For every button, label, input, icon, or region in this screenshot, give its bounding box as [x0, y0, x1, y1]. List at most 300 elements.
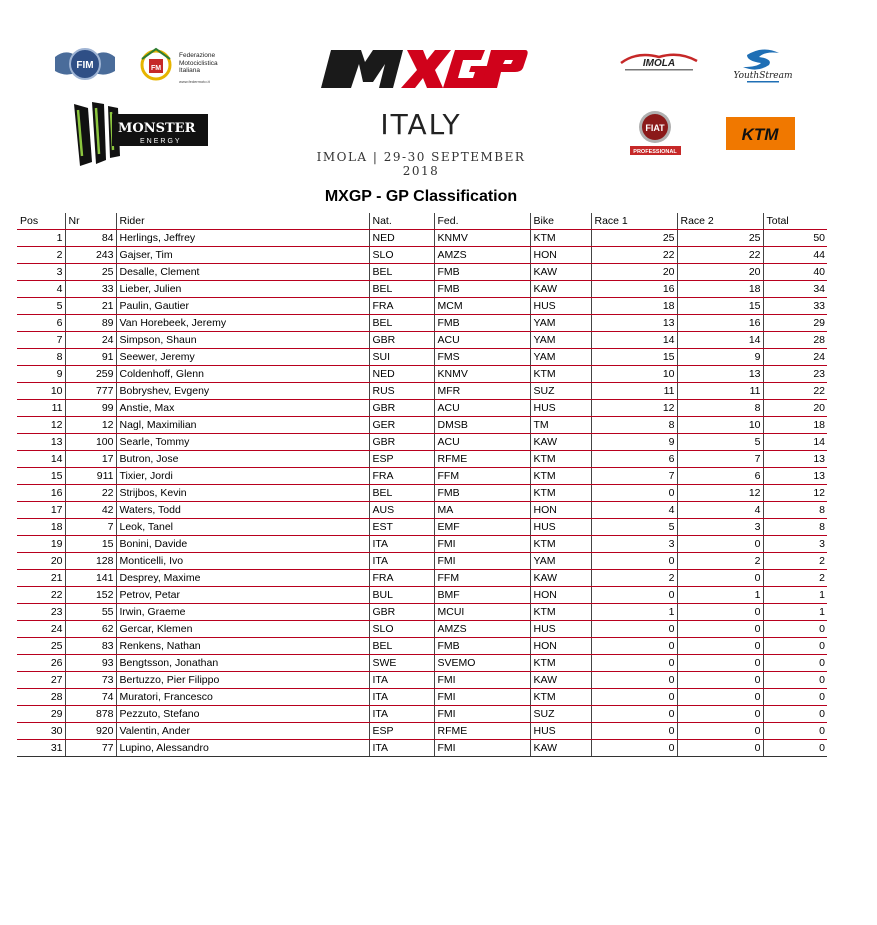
cell-race1: 0 [591, 553, 677, 570]
svg-text:IMOLA: IMOLA [642, 58, 676, 69]
cell-bike: KTM [530, 366, 591, 383]
cell-bike: SUZ [530, 383, 591, 400]
cell-total: 18 [763, 417, 827, 434]
svg-text:FIM: FIM [76, 60, 94, 71]
fim-logo [51, 47, 119, 81]
cell-total: 14 [763, 434, 827, 451]
cell-fed: FMI [434, 672, 530, 689]
cell-bike: KTM [530, 468, 591, 485]
cell-nat: RUS [369, 383, 434, 400]
cell-nat: EST [369, 519, 434, 536]
svg-text:KTM: KTM [741, 125, 779, 144]
header-row [17, 213, 827, 230]
cell-nr: 93 [65, 655, 116, 672]
cell-total: 0 [763, 638, 827, 655]
cell-rider: Bobryshev, Evgeny [116, 383, 369, 400]
cell-race2: 16 [677, 315, 763, 332]
cell-race2: 6 [677, 468, 763, 485]
cell-race1: 0 [591, 740, 677, 757]
cell-bike: HUS [530, 621, 591, 638]
table-row [17, 417, 827, 434]
cell-race2: 18 [677, 281, 763, 298]
cell-total: 12 [763, 485, 827, 502]
cell-bike: HON [530, 587, 591, 604]
cell-fed: MCM [434, 298, 530, 315]
cell-bike: HUS [530, 298, 591, 315]
cell-bike: KAW [530, 672, 591, 689]
cell-total: 0 [763, 740, 827, 757]
cell-race1: 2 [591, 570, 677, 587]
cell-race1: 16 [591, 281, 677, 298]
cell-bike: KTM [530, 655, 591, 672]
cell-nat: ITA [369, 740, 434, 757]
cell-fed: FMB [434, 315, 530, 332]
table-row [17, 298, 827, 315]
table-row [17, 740, 827, 757]
cell-nr: 141 [65, 570, 116, 587]
cell-fed: FMI [434, 536, 530, 553]
cell-race1: 20 [591, 264, 677, 281]
cell-bike: KTM [530, 485, 591, 502]
table-row [17, 451, 827, 468]
cell-race1: 1 [591, 604, 677, 621]
cell-race2: 20 [677, 264, 763, 281]
cell-race2: 14 [677, 332, 763, 349]
fmi-url: www.federmoto.it [179, 79, 210, 84]
cell-pos: 26 [17, 655, 65, 672]
cell-nr: 17 [65, 451, 116, 468]
table-row [17, 247, 827, 264]
cell-pos: 2 [17, 247, 65, 264]
cell-nat: BEL [369, 281, 434, 298]
cell-race1: 8 [591, 417, 677, 434]
cell-pos: 10 [17, 383, 65, 400]
cell-nat: NED [369, 366, 434, 383]
cell-pos: 1 [17, 230, 65, 247]
cell-nr: 243 [65, 247, 116, 264]
cell-rider: Anstie, Max [116, 400, 369, 417]
cell-pos: 15 [17, 468, 65, 485]
cell-nr: 12 [65, 417, 116, 434]
cell-pos: 21 [17, 570, 65, 587]
cell-nat: BEL [369, 315, 434, 332]
cell-fed: FMB [434, 264, 530, 281]
cell-total: 0 [763, 706, 827, 723]
cell-nr: 73 [65, 672, 116, 689]
cell-nr: 152 [65, 587, 116, 604]
cell-fed: FMB [434, 485, 530, 502]
cell-race2: 0 [677, 638, 763, 655]
cell-nat: FRA [369, 298, 434, 315]
table-row [17, 536, 827, 553]
cell-race1: 0 [591, 689, 677, 706]
col-rider: Rider [116, 213, 369, 230]
cell-race1: 0 [591, 655, 677, 672]
cell-race2: 5 [677, 434, 763, 451]
cell-pos: 7 [17, 332, 65, 349]
cell-rider: Gercar, Klemen [116, 621, 369, 638]
cell-pos: 31 [17, 740, 65, 757]
table-row [17, 502, 827, 519]
cell-race2: 0 [677, 740, 763, 757]
cell-race1: 13 [591, 315, 677, 332]
cell-nat: ESP [369, 723, 434, 740]
cell-race2: 7 [677, 451, 763, 468]
table-row [17, 553, 827, 570]
monster-energy-logo [66, 98, 211, 170]
cell-race2: 13 [677, 366, 763, 383]
cell-race1: 0 [591, 485, 677, 502]
cell-bike: HUS [530, 723, 591, 740]
cell-pos: 4 [17, 281, 65, 298]
cell-pos: 28 [17, 689, 65, 706]
cell-race2: 0 [677, 570, 763, 587]
cell-race2: 0 [677, 621, 763, 638]
cell-race1: 0 [591, 723, 677, 740]
cell-bike: KAW [530, 281, 591, 298]
cell-fed: SVEMO [434, 655, 530, 672]
cell-pos: 11 [17, 400, 65, 417]
cell-race2: 1 [677, 587, 763, 604]
table-row [17, 621, 827, 638]
cell-race1: 14 [591, 332, 677, 349]
cell-nr: 24 [65, 332, 116, 349]
cell-nat: FRA [369, 570, 434, 587]
cell-pos: 22 [17, 587, 65, 604]
cell-bike: YAM [530, 553, 591, 570]
cell-race1: 4 [591, 502, 677, 519]
cell-total: 0 [763, 655, 827, 672]
cell-rider: Tixier, Jordi [116, 468, 369, 485]
table-row [17, 383, 827, 400]
cell-fed: MFR [434, 383, 530, 400]
cell-total: 28 [763, 332, 827, 349]
cell-fed: ACU [434, 332, 530, 349]
classification-table [17, 213, 827, 757]
cell-pos: 27 [17, 672, 65, 689]
cell-total: 33 [763, 298, 827, 315]
table-row [17, 672, 827, 689]
fmi-name: Federazione Motociclistica Italiana [179, 52, 218, 74]
cell-nat: BEL [369, 485, 434, 502]
cell-nat: GBR [369, 434, 434, 451]
cell-nr: 128 [65, 553, 116, 570]
table-row [17, 638, 827, 655]
cell-nr: 33 [65, 281, 116, 298]
classification-rows [17, 230, 827, 757]
table-row [17, 655, 827, 672]
cell-race2: 0 [677, 689, 763, 706]
cell-rider: Waters, Todd [116, 502, 369, 519]
cell-pos: 29 [17, 706, 65, 723]
table-row [17, 570, 827, 587]
cell-nr: 100 [65, 434, 116, 451]
cell-total: 1 [763, 587, 827, 604]
cell-pos: 12 [17, 417, 65, 434]
cell-rider: Bonini, Davide [116, 536, 369, 553]
cell-bike: KTM [530, 536, 591, 553]
cell-nr: 22 [65, 485, 116, 502]
cell-pos: 14 [17, 451, 65, 468]
svg-text:FIAT: FIAT [645, 123, 665, 133]
document-title: MXGP - GP Classification [324, 188, 518, 205]
cell-rider: Pezzuto, Stefano [116, 706, 369, 723]
cell-total: 2 [763, 553, 827, 570]
cell-nat: SUI [369, 349, 434, 366]
fmi-logo [136, 45, 231, 89]
cell-race2: 15 [677, 298, 763, 315]
cell-fed: ACU [434, 434, 530, 451]
cell-nr: 83 [65, 638, 116, 655]
cell-nat: ITA [369, 706, 434, 723]
cell-total: 23 [763, 366, 827, 383]
cell-fed: FMI [434, 689, 530, 706]
cell-nr: 878 [65, 706, 116, 723]
cell-nr: 55 [65, 604, 116, 621]
cell-race2: 0 [677, 536, 763, 553]
cell-total: 0 [763, 689, 827, 706]
cell-bike: KAW [530, 570, 591, 587]
cell-race1: 10 [591, 366, 677, 383]
cell-nat: NED [369, 230, 434, 247]
cell-fed: RFME [434, 451, 530, 468]
cell-race2: 2 [677, 553, 763, 570]
cell-pos: 3 [17, 264, 65, 281]
cell-nr: 99 [65, 400, 116, 417]
cell-rider: Bengtsson, Jonathan [116, 655, 369, 672]
cell-race1: 5 [591, 519, 677, 536]
cell-nat: SLO [369, 247, 434, 264]
cell-total: 2 [763, 570, 827, 587]
cell-race1: 0 [591, 672, 677, 689]
cell-race1: 7 [591, 468, 677, 485]
cell-race2: 4 [677, 502, 763, 519]
cell-bike: KTM [530, 604, 591, 621]
cell-fed: FMS [434, 349, 530, 366]
cell-fed: MA [434, 502, 530, 519]
table-row [17, 706, 827, 723]
col-fed: Fed. [434, 213, 530, 230]
svg-text:ENERGY: ENERGY [140, 138, 182, 145]
cell-pos: 25 [17, 638, 65, 655]
cell-rider: Nagl, Maximilian [116, 417, 369, 434]
cell-total: 1 [763, 604, 827, 621]
cell-fed: ACU [434, 400, 530, 417]
mxgp-logo [313, 42, 529, 92]
col-nat: Nat. [369, 213, 434, 230]
cell-nr: 777 [65, 383, 116, 400]
cell-fed: DMSB [434, 417, 530, 434]
cell-pos: 30 [17, 723, 65, 740]
cell-race2: 3 [677, 519, 763, 536]
cell-total: 8 [763, 519, 827, 536]
fiat-professional-logo [628, 108, 683, 158]
cell-nat: GER [369, 417, 434, 434]
event-title: ITALY [380, 108, 462, 141]
svg-text:PROFESSIONAL: PROFESSIONAL [633, 149, 677, 155]
cell-rider: Butron, Jose [116, 451, 369, 468]
cell-pos: 16 [17, 485, 65, 502]
cell-rider: Simpson, Shaun [116, 332, 369, 349]
cell-nat: ITA [369, 672, 434, 689]
cell-nr: 42 [65, 502, 116, 519]
event-subtitle: IMOLA | 29-30 SEPTEMBER 2018 [316, 150, 526, 178]
cell-total: 3 [763, 536, 827, 553]
cell-pos: 5 [17, 298, 65, 315]
cell-rider: Lieber, Julien [116, 281, 369, 298]
cell-total: 50 [763, 230, 827, 247]
col-nr: Nr [65, 213, 116, 230]
cell-total: 0 [763, 723, 827, 740]
cell-total: 0 [763, 621, 827, 638]
cell-bike: KAW [530, 740, 591, 757]
cell-race1: 9 [591, 434, 677, 451]
cell-race1: 25 [591, 230, 677, 247]
cell-pos: 24 [17, 621, 65, 638]
col-total: Total [763, 213, 827, 230]
cell-race1: 0 [591, 706, 677, 723]
cell-bike: YAM [530, 315, 591, 332]
cell-bike: KAW [530, 434, 591, 451]
cell-pos: 13 [17, 434, 65, 451]
cell-nr: 89 [65, 315, 116, 332]
cell-fed: FMI [434, 740, 530, 757]
cell-race2: 0 [677, 706, 763, 723]
cell-nr: 911 [65, 468, 116, 485]
cell-nat: ITA [369, 553, 434, 570]
cell-fed: EMF [434, 519, 530, 536]
cell-bike: HUS [530, 400, 591, 417]
cell-pos: 17 [17, 502, 65, 519]
cell-bike: KTM [530, 230, 591, 247]
cell-pos: 19 [17, 536, 65, 553]
cell-nat: ITA [369, 536, 434, 553]
cell-nr: 7 [65, 519, 116, 536]
cell-nr: 91 [65, 349, 116, 366]
table-row [17, 519, 827, 536]
cell-rider: Desprey, Maxime [116, 570, 369, 587]
cell-bike: YAM [530, 349, 591, 366]
svg-text:YouthStream: YouthStream [733, 71, 793, 81]
cell-race2: 0 [677, 655, 763, 672]
cell-fed: AMZS [434, 247, 530, 264]
table-row [17, 400, 827, 417]
cell-nat: GBR [369, 604, 434, 621]
cell-total: 40 [763, 264, 827, 281]
table-row [17, 230, 827, 247]
cell-race1: 3 [591, 536, 677, 553]
cell-rider: Leok, Tanel [116, 519, 369, 536]
cell-nr: 84 [65, 230, 116, 247]
cell-nat: SWE [369, 655, 434, 672]
cell-nat: ITA [369, 689, 434, 706]
cell-race1: 22 [591, 247, 677, 264]
cell-rider: Valentin, Ander [116, 723, 369, 740]
cell-pos: 20 [17, 553, 65, 570]
cell-race2: 22 [677, 247, 763, 264]
cell-fed: BMF [434, 587, 530, 604]
cell-rider: Monticelli, Ivo [116, 553, 369, 570]
cell-race1: 15 [591, 349, 677, 366]
cell-race2: 0 [677, 604, 763, 621]
cell-rider: Van Horebeek, Jeremy [116, 315, 369, 332]
cell-rider: Renkens, Nathan [116, 638, 369, 655]
table-row [17, 264, 827, 281]
cell-fed: FFM [434, 468, 530, 485]
col-pos: Pos [17, 213, 65, 230]
cell-rider: Paulin, Gautier [116, 298, 369, 315]
cell-fed: FMB [434, 281, 530, 298]
cell-total: 13 [763, 451, 827, 468]
table-row [17, 689, 827, 706]
col-race1: Race 1 [591, 213, 677, 230]
cell-pos: 18 [17, 519, 65, 536]
cell-rider: Seewer, Jeremy [116, 349, 369, 366]
cell-race2: 9 [677, 349, 763, 366]
cell-race2: 11 [677, 383, 763, 400]
youthstream-logo [725, 45, 800, 85]
cell-fed: AMZS [434, 621, 530, 638]
cell-fed: FFM [434, 570, 530, 587]
cell-fed: FMI [434, 706, 530, 723]
cell-fed: KNMV [434, 230, 530, 247]
cell-race1: 0 [591, 587, 677, 604]
cell-total: 13 [763, 468, 827, 485]
cell-nr: 259 [65, 366, 116, 383]
cell-bike: TM [530, 417, 591, 434]
cell-bike: KTM [530, 689, 591, 706]
table-row [17, 723, 827, 740]
cell-rider: Coldenhoff, Glenn [116, 366, 369, 383]
cell-pos: 8 [17, 349, 65, 366]
cell-bike: KAW [530, 264, 591, 281]
cell-fed: FMI [434, 553, 530, 570]
cell-rider: Strijbos, Kevin [116, 485, 369, 502]
table-row [17, 366, 827, 383]
cell-race1: 0 [591, 621, 677, 638]
cell-pos: 6 [17, 315, 65, 332]
cell-total: 29 [763, 315, 827, 332]
table-row [17, 604, 827, 621]
cell-total: 20 [763, 400, 827, 417]
table-row [17, 587, 827, 604]
table-row [17, 468, 827, 485]
cell-nr: 21 [65, 298, 116, 315]
cell-fed: KNMV [434, 366, 530, 383]
cell-rider: Desalle, Clement [116, 264, 369, 281]
cell-race1: 12 [591, 400, 677, 417]
cell-pos: 23 [17, 604, 65, 621]
cell-fed: MCUI [434, 604, 530, 621]
cell-bike: YAM [530, 332, 591, 349]
cell-nat: ESP [369, 451, 434, 468]
cell-rider: Muratori, Francesco [116, 689, 369, 706]
cell-bike: HON [530, 638, 591, 655]
cell-nr: 77 [65, 740, 116, 757]
svg-text:FM: FM [150, 65, 162, 72]
cell-nr: 25 [65, 264, 116, 281]
cell-fed: FMB [434, 638, 530, 655]
cell-bike: KTM [530, 451, 591, 468]
cell-nat: AUS [369, 502, 434, 519]
cell-race2: 0 [677, 723, 763, 740]
table-row [17, 281, 827, 298]
cell-fed: RFME [434, 723, 530, 740]
table-row [17, 485, 827, 502]
cell-nat: FRA [369, 468, 434, 485]
cell-bike: HON [530, 502, 591, 519]
cell-total: 22 [763, 383, 827, 400]
